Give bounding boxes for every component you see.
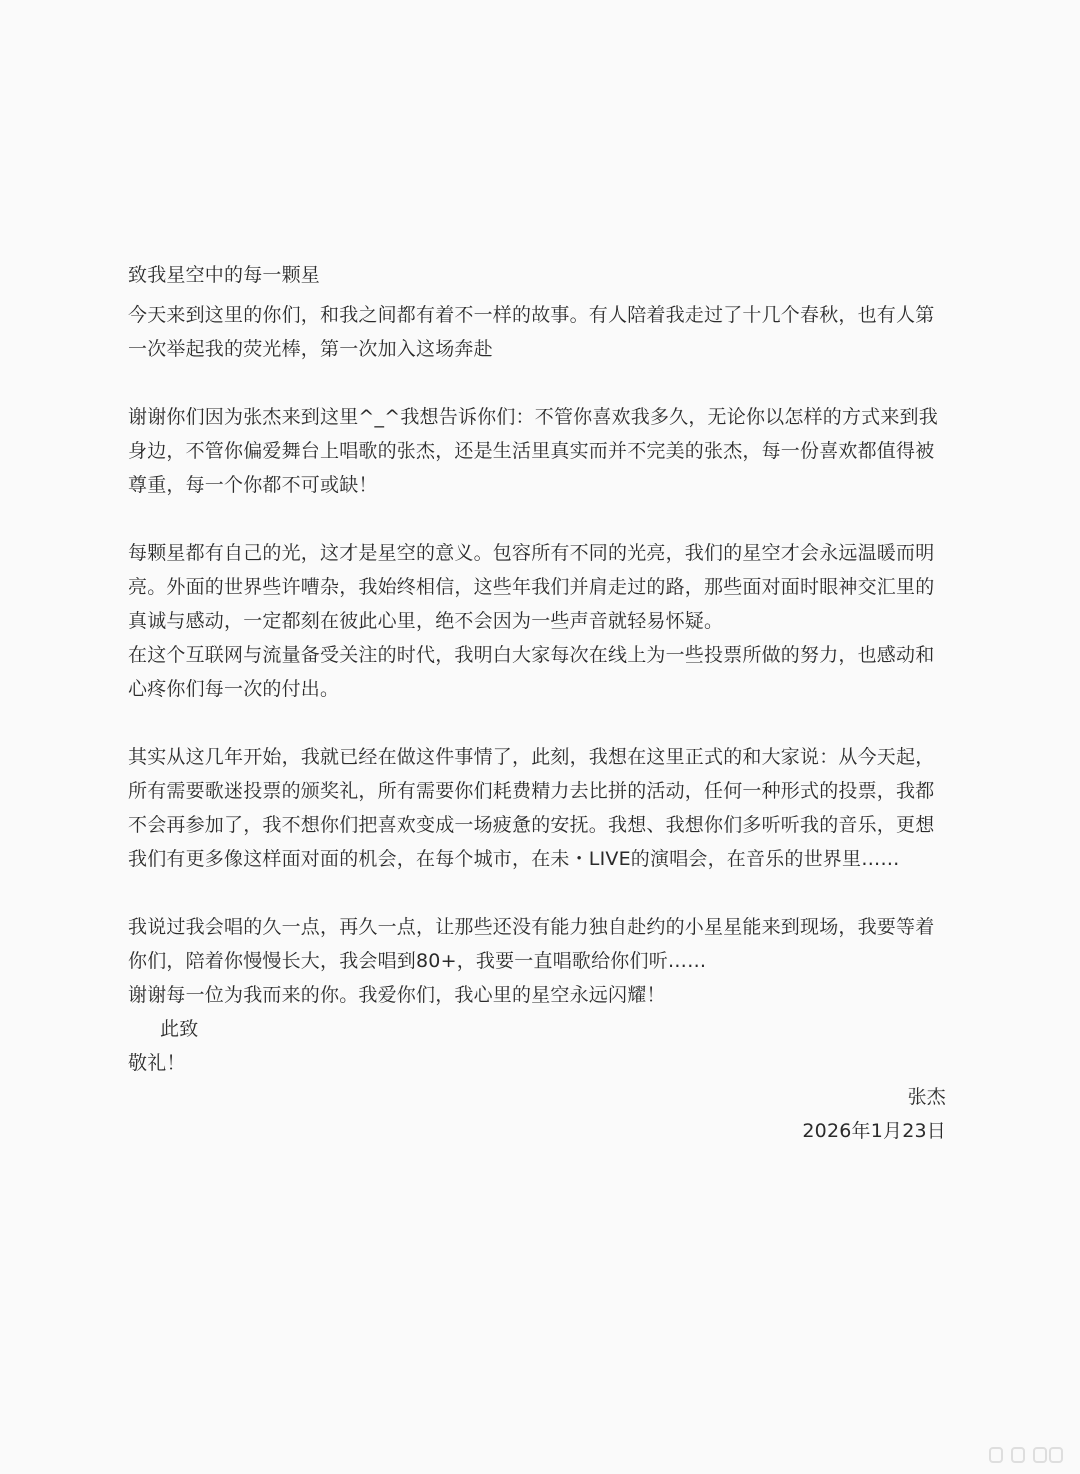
letter-signature: 张杰: [907, 1086, 946, 1108]
letter-closing-jingli: 敬礼！: [128, 1052, 186, 1074]
letter-paragraph: 每颗星都有自己的光，这才是星空的意义。包容所有不同的光亮，我们的星空才会永远温暖而明亮。外面的世界些许嘈杂，我始终相信，这些年我们并肩走过的路，那些面对面时眼神交汇里的真诚与感动，一定都刻在彼此心里，绝不会因为一些声音就轻易怀疑。: [128, 542, 935, 632]
letter-date: 2026年1月23日: [802, 1120, 946, 1142]
letter-paragraph: 在这个互联网与流量备受关注的时代，我明白大家每次在线上为一些投票所做的努力，也感动和心疼你们每一次的付出。: [128, 644, 935, 700]
platform-watermark-icon: [988, 1432, 1064, 1468]
letter-paragraph: 谢谢你们因为张杰来到这里^_^我想告诉你们：不管你喜欢我多久，无论你以怎样的方式来到我身边，不管你偏爱舞台上唱歌的张杰，还是生活里真实而并不完美的张杰，每一份喜欢都值得被尊重，每一个你都不可或缺！: [128, 406, 938, 496]
letter-paragraph: 我说过我会唱的久一点，再久一点，让那些还没有能力独自赴约的小星星能来到现场，我要等着你们，陪着你慢慢长大，我会唱到80+，我要一直唱歌给你们听……: [128, 916, 935, 972]
letter-paragraph: 今天来到这里的你们，和我之间都有着不一样的故事。有人陪着我走过了十几个春秋，也有人第一次举起我的荧光棒，第一次加入这场奔赴: [128, 304, 935, 360]
letter-closing-cizhi: 此致: [160, 1018, 199, 1040]
letter-body: [128, 258, 948, 1148]
letter-greeting: 致我星空中的每一颗星: [128, 264, 321, 286]
letter-paragraph: 谢谢每一位为我而来的你。我爱你们，我心里的星空永远闪耀！: [128, 984, 666, 1006]
letter-paragraph: 其实从这几年开始，我就已经在做这件事情了，此刻，我想在这里正式的和大家说：从今天起，所有需要歌迷投票的颁奖礼，所有需要你们耗费精力去比拼的活动，任何一种形式的投票，我都不会再参加了，我不想你们把喜欢变成一场疲惫的安抚。我想、我想你们多听听我的音乐，更想我们有更多像这样面对面的机会，在每个城市，在未・LIVE的演唱会，在音乐的世界里……: [128, 746, 935, 870]
